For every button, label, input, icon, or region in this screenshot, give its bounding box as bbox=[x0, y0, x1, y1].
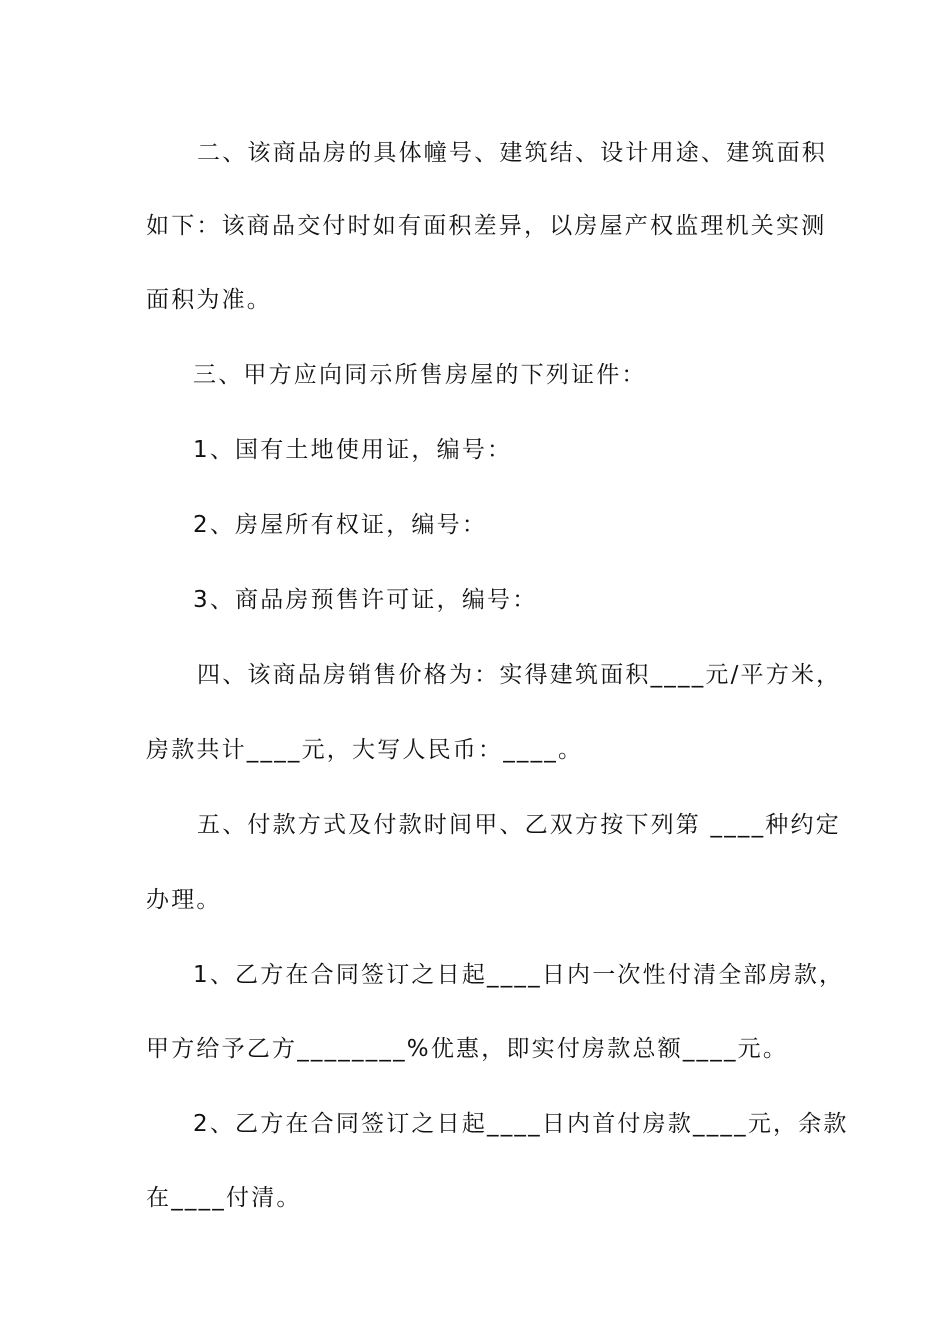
paragraph-4-line-2: 房款共计____元，大写人民币：____。 bbox=[146, 737, 584, 763]
paragraph-5-line-2: 办理。 bbox=[146, 887, 222, 913]
paragraph-3-heading: 三、甲方应向同示所售房屋的下列证件： bbox=[193, 362, 647, 388]
item-5-1-line-1: 1、乙方在合同签订之日起____日内一次性付清全部房款， bbox=[193, 962, 845, 988]
item-5-1-line-2: 甲方给予乙方________%优惠，即实付房款总额____元。 bbox=[146, 1036, 789, 1062]
paragraph-5-line-1: 五、付款方式及付款时间甲、乙双方按下列第 ____种约定 bbox=[197, 812, 841, 838]
item-5-2-line-2: 在____付清。 bbox=[146, 1185, 302, 1211]
item-3-2: 2、房屋所有权证，编号： bbox=[193, 512, 488, 538]
paragraph-2-line-3: 面积为准。 bbox=[146, 287, 272, 313]
paragraph-2-line-1: 二、该商品房的具体幢号、建筑结、设计用途、建筑面积 bbox=[197, 140, 827, 166]
paragraph-2-line-2: 如下：该商品交付时如有面积差异，以房屋产权监理机关实测 bbox=[146, 213, 827, 239]
paragraph-4-line-1: 四、该商品房销售价格为：实得建筑面积____元/平方米， bbox=[197, 662, 842, 688]
item-3-3: 3、商品房预售许可证，编号： bbox=[193, 587, 538, 613]
item-3-1: 1、国有土地使用证，编号： bbox=[193, 437, 513, 463]
item-5-2-line-1: 2、乙方在合同签订之日起____日内首付房款____元，余款 bbox=[193, 1111, 849, 1137]
